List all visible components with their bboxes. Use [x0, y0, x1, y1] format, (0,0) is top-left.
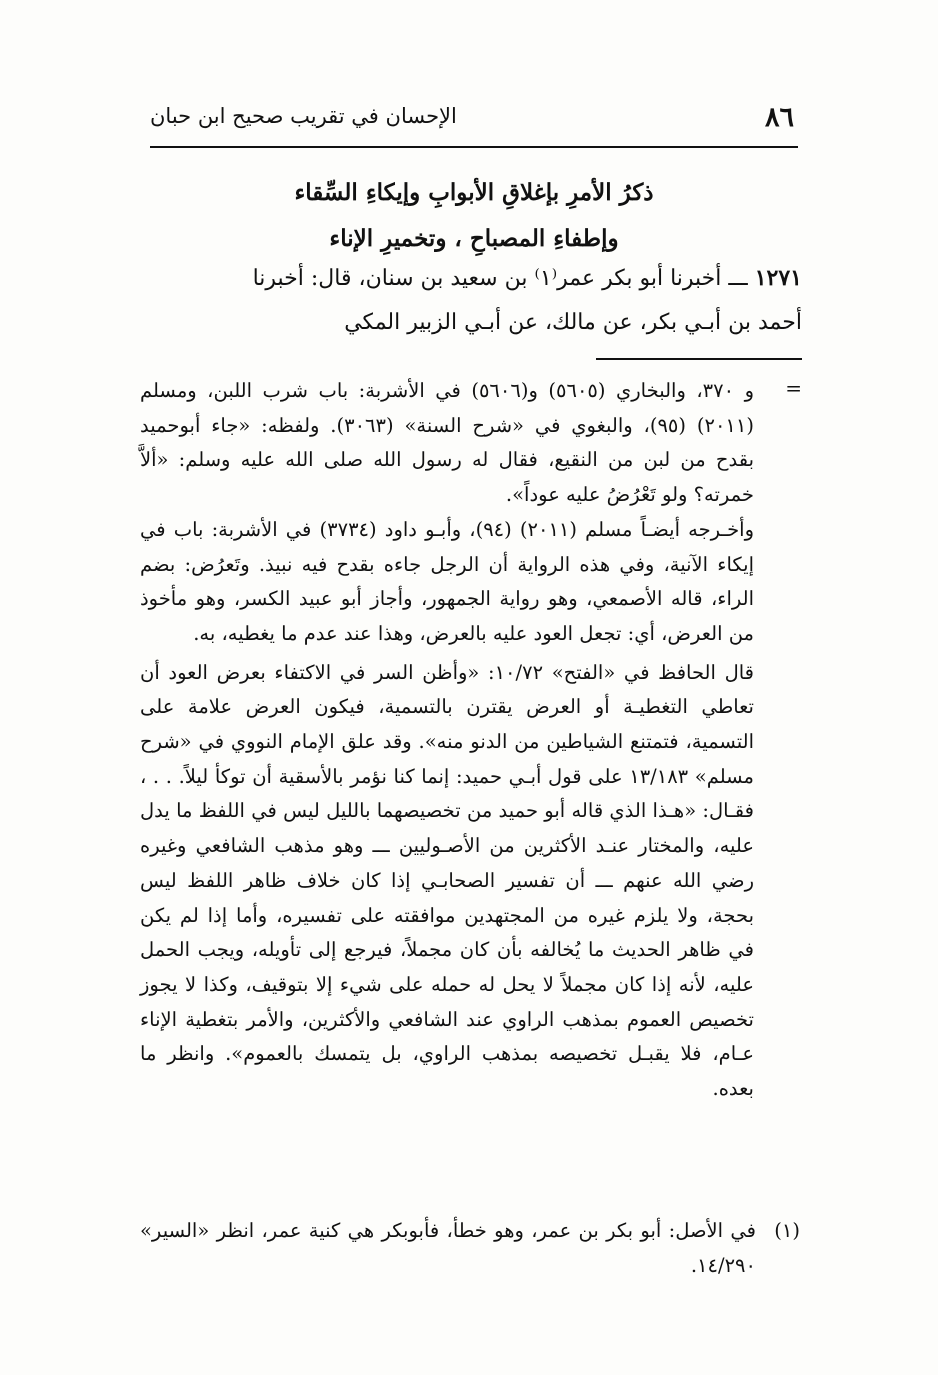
running-title: الإحسان في تقريب صحيح ابن حبان — [150, 104, 457, 128]
footnote-text: في الأصل: أبو بكر بن عمر، وهو خطأ، فأبوبكر هي كنية عمر، انظر «السير» ١٤/٢٩٠. — [140, 1219, 756, 1277]
commentary-notes — [140, 374, 754, 1107]
note-paragraph-1: و ٣٧٠، والبخاري (٥٦٠٥) و(٥٦٠٦) في الأشربة: باب شرب اللبن، ومسلم (٢٠١١) (٩٥)، والبغوي في «شرح السنة» (٣٠٦٣). ولفظه: «جاء أبوحميد بقدح من لبن من النقيع، فقال له رسول الله صلى الله عليه وسلم: «ألاَّ خمرته؟ ولو تَعْرُضُ عليه عوداً». — [140, 379, 755, 507]
hadith-number: ١٢٧١ — [754, 265, 802, 291]
hadith-line-1 — [142, 256, 802, 301]
hadith-line-2: أحمد بن أبـي بكر، عن مالك، عن أبـي الزبير المكي — [344, 310, 802, 335]
heading-line-2: وإطفاءِ المصباحِ ، وتخميرِ الإناء — [329, 225, 619, 252]
hadith-text — [142, 256, 802, 345]
note-paragraph-3: قال الحافظ في «الفتح» ١٠/٧٢: «وأظن السر في الاكتفاء بعرض العود أن تعاطي التغطيـة أو العرض يقترن بالتسمية، فيكون العرض علامة على التسمية، فتمتنع الشياطين من الدنو منه». وقد علق الإمام النووي في «شرح مسلم» ١٣/١٨٣ على قول أبـي حميد: إنما كنا نؤمر بالأسقية أن توكأ ليلاً. . . ، فقـال: «هـذا الذي قاله أبو حميد من تخصيصهما بالليل ليس في اللفظ ما يدل عليه، والمختار عنـد الأكثرين من الأصـوليين ـــ وهو مذهب الشافعي وغيره رضي الله عنهم ـــ أن تفسير الصحابـي إذا كان خلاف ظاهر اللفظ ليس بحجة، ولا يلزم غيره من المجتهدين موافقته على تفسيره، وأما إذا لم يكن في ظاهر الحديث ما يُخالفه بأن كان مجملاً، فيرجع إلى تأويله، ويجب الحمل عليه، لأنه إذا كان مجملاً لا يحل له حمله على شيء إلا بتوقيف، وكذا لا يجوز تخصيص العموم بمذهب الراوي عند الشافعي والأكثرين، والأمر بتغطية الإناء عـام، فلا يقبـل تخصيصه بمذهب الراوي، بل يتمسك بالعموم». وانظر ما بعده. — [140, 660, 755, 1101]
footnote-separator — [596, 358, 802, 360]
footnote-1 — [140, 1214, 800, 1283]
page-number: ٨٦ — [764, 102, 794, 133]
continuation-mark: = — [785, 376, 802, 400]
chapter-heading — [150, 170, 798, 262]
page-header — [150, 96, 798, 148]
hadith-line-1-text: ـــ أخبرنا أبو بكر عمر⁽١⁾ بن سعيد بن سنان، قال: أخبرنا — [252, 266, 748, 291]
footnote-marker: (١) — [774, 1219, 800, 1242]
note-paragraph-2: وأخـرجه أيضـاً مسلم (٢٠١١) (٩٤)، وأبـو داود (٣٧٣٤) في الأشربة: باب في إيكاء الآنية، وفي هذه الرواية أن الرجل جاءه بقدح فيه نبيذ. وتَعرُض: بضم الراء، قاله الأصمعي، وهو رواية الجمهور، وأجاز أبو عبيد الكسر، وهو مأخوذ من العرض، أي: تجعل العود عليه بالعرض، وهذا عند عدم ما يغطيه، به. — [140, 517, 754, 645]
heading-line-1: ذكرُ الأمرِ بإغلاقِ الأبوابِ وإيكاءِ السِّقاء — [294, 179, 654, 206]
